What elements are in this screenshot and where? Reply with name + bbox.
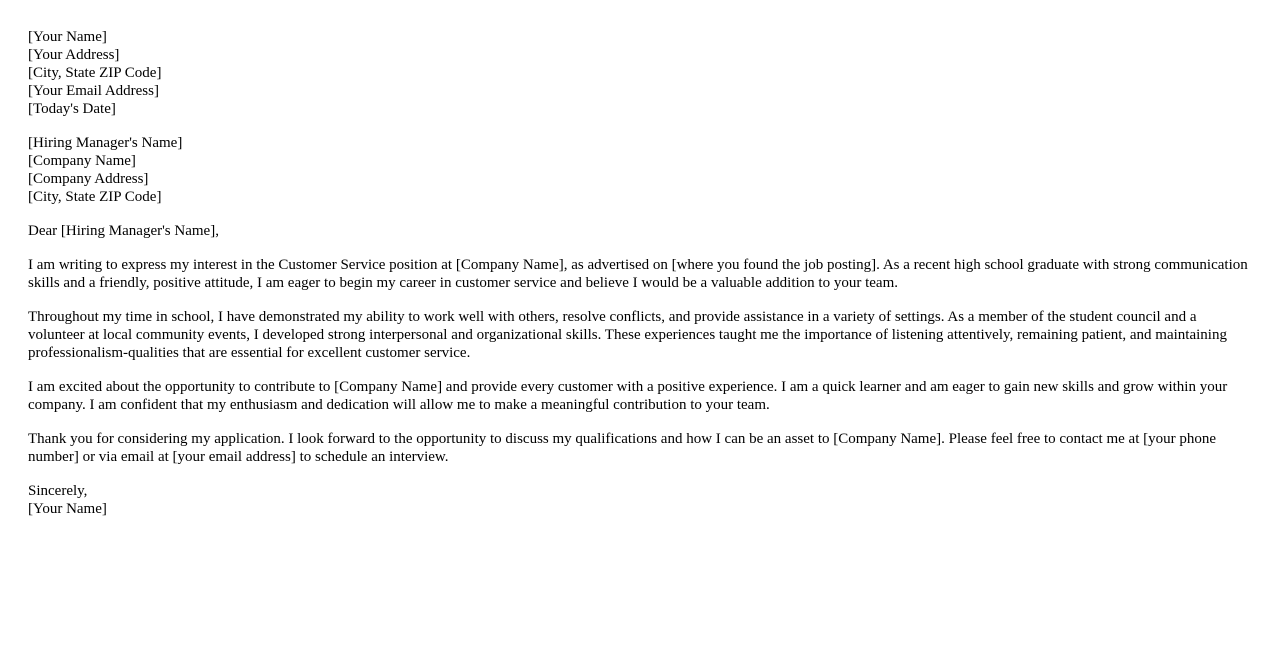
- recipient-manager-name: [Hiring Manager's Name]: [28, 135, 183, 151]
- letter-date: [Today's Date]: [28, 101, 116, 117]
- sender-address: [Your Address]: [28, 47, 120, 63]
- sender-name: [Your Name]: [28, 29, 107, 45]
- body-paragraph-motivation: I am excited about the opportunity to contribute to [Company Name] and provide every customer with a positive experience. I am a quick learner and am eager to gain new skills and grow within your company. I am confident that my enthusiasm and dedication will allow me to make a meaningful contribution to your team.: [28, 379, 1228, 413]
- sender-block: [28, 28, 1250, 118]
- recipient-block: [28, 134, 1250, 206]
- valediction: Sincerely,: [28, 483, 88, 499]
- cover-letter: [28, 28, 1250, 534]
- salutation: Dear [Hiring Manager's Name],: [28, 223, 219, 239]
- recipient-company-address: [Company Address]: [28, 171, 149, 187]
- body-paragraph-thanks: Thank you for considering my application. I look forward to the opportunity to discuss my qualifications and how I can be an asset to [Company Name]. Please feel free to contact me at [your phone number] or via email at [your email address] to schedule an interview.: [28, 431, 1217, 465]
- sender-city-state-zip: [City, State ZIP Code]: [28, 65, 162, 81]
- signature-name: [Your Name]: [28, 501, 107, 517]
- recipient-company-name: [Company Name]: [28, 153, 136, 169]
- recipient-city-state-zip: [City, State ZIP Code]: [28, 189, 162, 205]
- body-paragraph-experience: Throughout my time in school, I have demonstrated my ability to work well with others, resolve conflicts, and provide assistance in a variety of settings. As a member of the student council and a volunteer at local community events, I developed strong interpersonal and organizational skills. These experiences taught me the importance of listening attentively, remaining patient, and maintaining professionalism-qualities that are essential for excellent customer service.: [28, 309, 1227, 361]
- closing-block: [28, 482, 1250, 518]
- body-paragraph-intro: I am writing to express my interest in the Customer Service position at [Company Name], as advertised on [where you found the job posting]. As a recent high school graduate with strong communication skills and a friendly, positive attitude, I am eager to begin my career in customer service and believe I would be a valuable addition to your team.: [28, 257, 1248, 291]
- sender-email: [Your Email Address]: [28, 83, 159, 99]
